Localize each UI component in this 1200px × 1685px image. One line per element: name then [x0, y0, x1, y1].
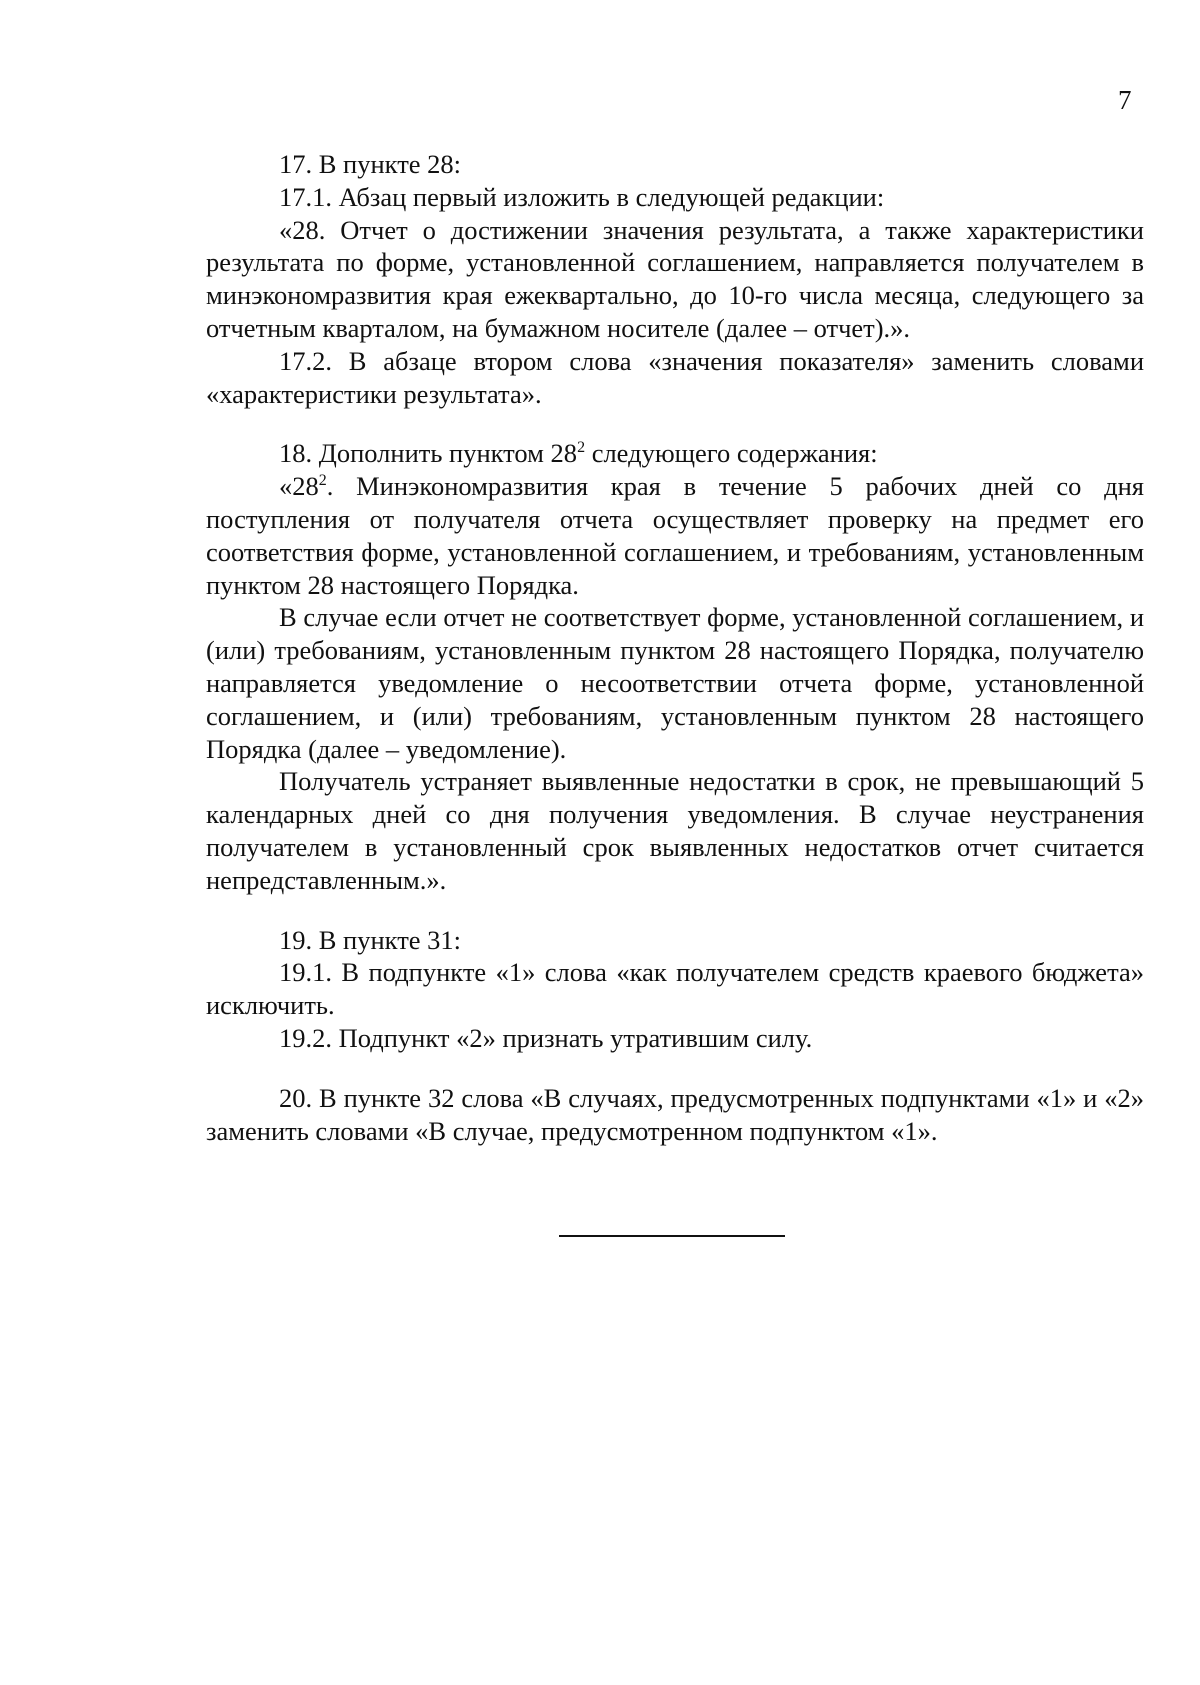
item-18-quote-paragraph-1: [206, 470, 1144, 601]
page-number: 7: [1118, 85, 1132, 115]
item-18-heading-tail: следующего содержания:: [585, 438, 878, 469]
item-18-quote-paragraph-3: Получатель устраняет выявленные недостатки в срок, не превышающий 5 календарных дней со дня получения уведомления. В случае неустранения получателем в установленный срок выявленных недостатков отчет считается непредставленным.».: [206, 766, 1144, 895]
item-18-heading-superscript: 2: [577, 439, 586, 457]
item-18-quote-superscript: 2: [318, 472, 327, 490]
end-of-document-rule: [559, 1235, 785, 1237]
item-18-heading-text: 18. Дополнить пунктом 28: [279, 438, 578, 469]
item-20-text: 20. В пункте 32 слова «В случаях, предусмотренных подпунктами «1» и «2» заменить словами «В случае, предусмотренном подпунктом «1».: [206, 1082, 1144, 1146]
item-17-heading: 17. В пункте 28:: [279, 149, 462, 179]
item-17-1-quoted-text: «28. Отчет о достижении значения результата, а также характеристики результата по форме, установленной соглашением, направляется получателем в минэкономразвития края ежеквартально, до 10-го числа месяца, следующего за отчетным кварталом, на бумажном носителе (далее – отчет).».: [206, 214, 1144, 343]
item-19-1-text: 19.1. В подпункте «1» слова «как получателем средств краевого бюджета» исключить.: [206, 957, 1144, 1021]
item-19-2-text: 19.2. Подпункт «2» признать утратившим силу.: [279, 1022, 813, 1053]
item-18-quote-paragraph-2: В случае если отчет не соответствует форме, установленной соглашением, и (или) требованиям, установленным пунктом 28 настоящего Порядка, получателю направляется уведомление о несоответствии отчета форме, установленной соглашением, и (или) требованиям, установленным пунктом 28 настоящего Порядка (далее – уведомление).: [206, 602, 1144, 764]
item-17-2-text: 17.2. В абзаце втором слова «значения показателя» заменить словами «характеристики результата».: [206, 345, 1144, 409]
document-body: [206, 148, 1144, 1147]
item-18-heading: [206, 437, 1144, 470]
item-19-heading: 19. В пункте 31:: [279, 924, 462, 955]
item-18-quote-text: . Минэкономразвития края в течение 5 рабочих дней со дня поступления от получателя отчета осуществляет проверку на предмет его соответствия форме, установленной соглашением, и требованиям, установленным пунктом 28 настоящего Порядка.: [206, 471, 1144, 600]
item-18-quote-number: «28: [279, 471, 319, 502]
item-17-1-heading: 17.1. Абзац первый изложить в следующей редакции:: [279, 181, 885, 212]
